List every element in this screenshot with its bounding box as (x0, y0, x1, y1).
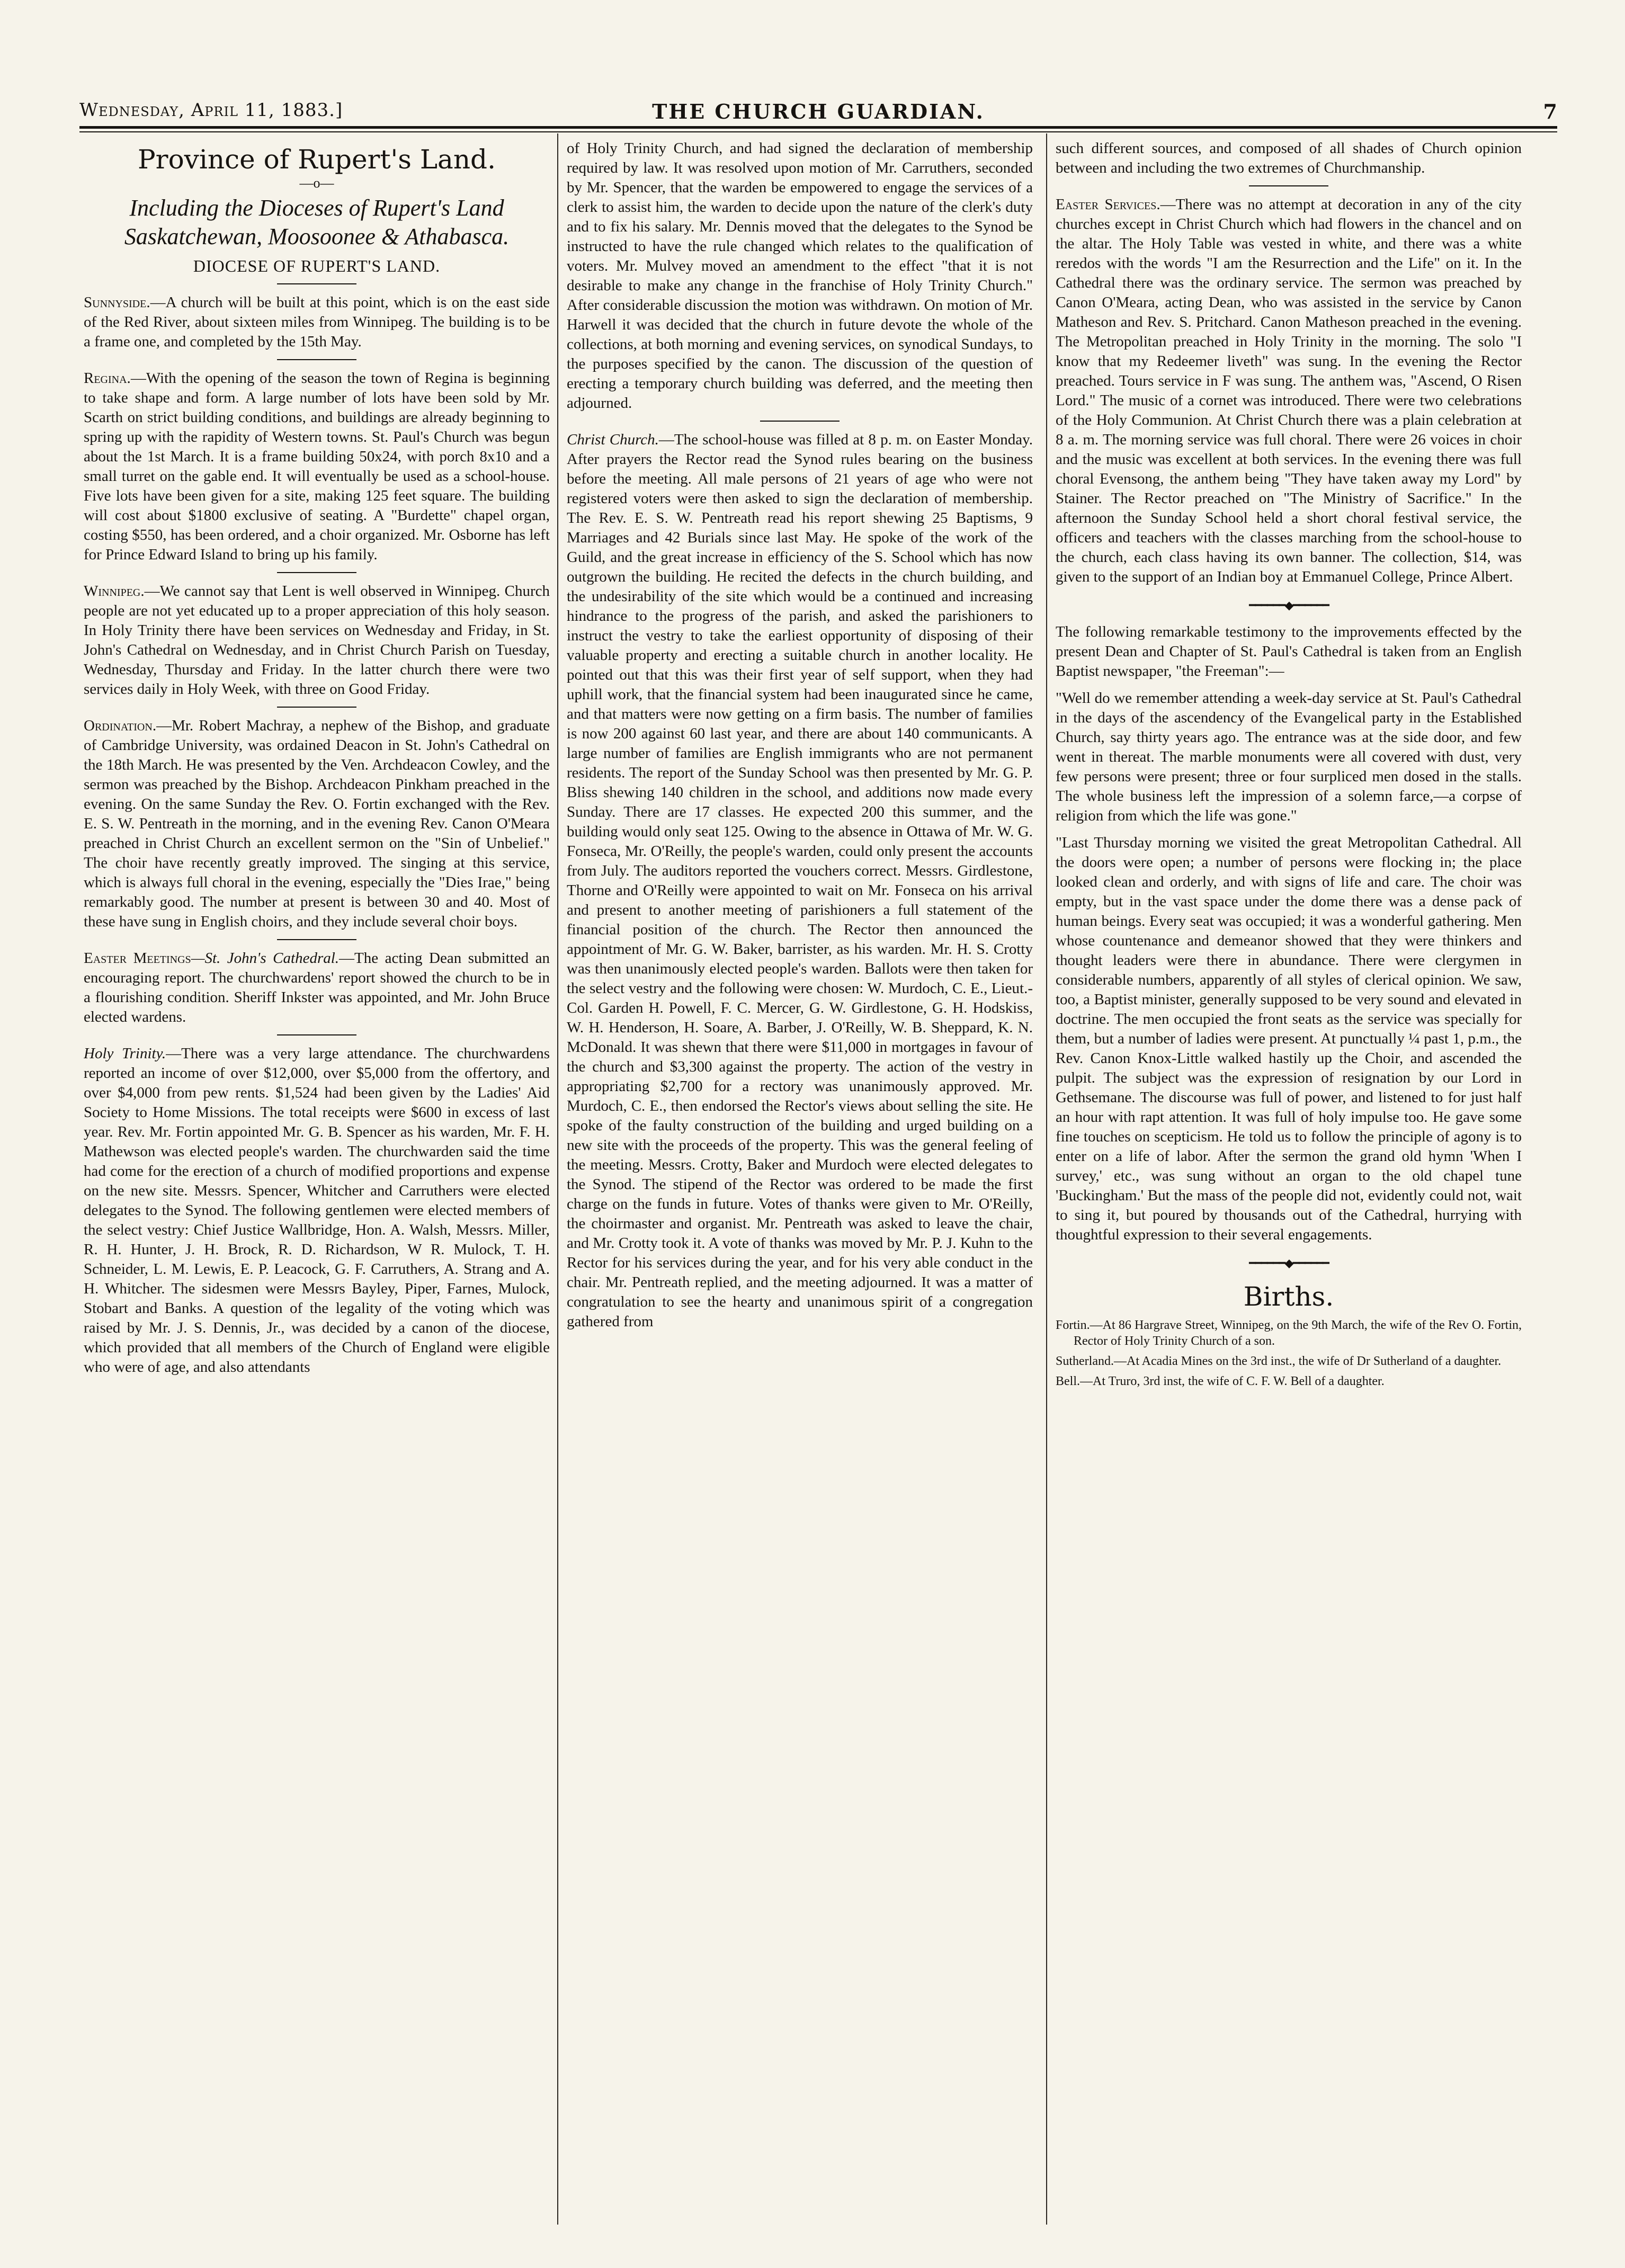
short-rule (277, 359, 356, 360)
ornamental-separator: ━━━━━━◆━━━━━━ (1249, 599, 1328, 612)
ordination-heading: Ordination. (84, 717, 157, 734)
short-rule (277, 283, 356, 284)
short-rule (277, 1034, 356, 1035)
short-rule (277, 939, 356, 940)
section-subtitle: Including the Dioceses of Rupert's Land Saskatchewan, Moosoonee & Athabasca. (124, 195, 510, 249)
issue-date: Wednesday, April 11, 1883.] (79, 100, 343, 121)
article-christ-church (567, 430, 1033, 1332)
easter-meetings-subheading: —St. John's Cathedral. (191, 950, 340, 967)
easter-services-heading: Easter Services. (1056, 196, 1160, 213)
birth-notice: Fortin.—At 86 Hargrave Street, Winnipeg, on the 9th March, the wife of the Rev O. Fortin, Rector of Holy Trinity Church of a son. (1056, 1318, 1522, 1348)
easter-meetings-text: —The acting Dean submitted an encouraging report. The churchwardens' report showed the church to be in a flourishing condition. Sheriff Inkster was appointed, and Mr. John Bruce elected wardens. (84, 950, 550, 1025)
testimony-intro: The following remarkable testimony to the improvements effected by the present Dean and Chapter of St. Paul's Cathedral is taken from an English Baptist newspaper, "the Freeman":— (1056, 623, 1522, 680)
page-number: 7 (1543, 100, 1557, 123)
header-rule-thin (79, 131, 1557, 132)
testimony-paragraph-1: "Well do we remember attending a week-day service at St. Paul's Cathedral in the days of the ascendency of the Evangelical party in the Established Church, say thirty years ago. The entrance was at the side door, and few went in thereat. The marble monuments were all covered with dust, very few persons were present; three or four surpliced men dosed in the stalls. The whole business left the impression of a solemn farce,—a corpse of religion from which the life was gone." (1056, 690, 1522, 824)
column-1 (84, 139, 550, 2226)
birth-notice: Bell.—At Truro, 3rd inst, the wife of C. F. W. Bell of a daughter. (1056, 1374, 1385, 1388)
christ-church-continued: such different sources, and composed of all shades of Church opinion between and including the two extremes of Churchmanship. (1056, 140, 1522, 176)
winnipeg-heading: Winnipeg. (84, 583, 145, 600)
newspaper-title: THE CHURCH GUARDIAN. (652, 100, 985, 123)
diocese-heading: DIOCESE OF RUPERT'S LAND. (193, 256, 441, 275)
header-rule-thick (79, 126, 1557, 129)
article-easter-services (1056, 195, 1522, 587)
article-winnipeg (84, 582, 550, 699)
article-regina (84, 369, 550, 565)
short-rule (1249, 185, 1328, 186)
ornament-divider: —o— (299, 175, 334, 191)
ornamental-separator: ━━━━━━◆━━━━━━ (1249, 1256, 1328, 1270)
easter-meetings-heading: Easter Meetings (84, 950, 191, 967)
sunnyside-text: —A church will be built at this point, which is on the east side of the Red River, about sixteen miles from Winnipeg. The building is to be a frame one, and completed by the 15th May. (84, 294, 550, 350)
ordination-text: —Mr. Robert Machray, a nephew of the Bishop, and graduate of Cambridge University, was ordained Deacon in St. John's Cathedral on the 18th March. He was presented by the Ven. Archdeacon Cowley, and the sermon was preached by the Bishop. Archdeacon Pinkham preached in the evening. On the same Sunday the Rev. O. Fortin exchanged with the Rev. E. S. W. Pentreath in the morning, and in the evening Rev. Canon O'Meara preached in Christ Church an excellent sermon on the "Sin of Unbelief." The choir have recently greatly improved. The singing at this service, which is always full choral in the evening, especially the "Dies Irae," being remarkably good. The number at present is between 30 and 40. Most of these have sung in English choirs, and they include several choir boys. (84, 717, 550, 930)
regina-text: —With the opening of the season the town of Regina is beginning to take shape and form. A large number of lots have been sold by Mr. Scarth on strict building conditions, and buildings are already beginning to spring up with the rapidity of Western towns. St. Paul's Church was begun about the 1st March. It is a frame building 50x24, with porch 8x10 and a small turret on the gable end. It will eventually be used as a school-house. Five lots have been given for a site, making 125 feet square. The building will cost about $1800 exclusive of seating. A "Burdette" chapel organ, costing $550, has been ordered, and a choir organized. Mr. Osborne has left for Prince Edward Island to bring up his family. (84, 370, 550, 563)
column-3 (1056, 139, 1522, 2226)
sunnyside-heading: Sunnyside. (84, 294, 150, 311)
regina-heading: Regina. (84, 370, 131, 387)
column-divider-2 (1046, 133, 1047, 2225)
short-rule (760, 421, 840, 422)
holy-trinity-heading: Holy Trinity. (84, 1045, 166, 1062)
winnipeg-text: —We cannot say that Lent is well observed in Winnipeg. Church people are not yet educated up to a proper appreciation of this holy season. In Holy Trinity there have been services on Wednesday and Friday, in St. John's Cathedral on Wednesday, and in Christ Church Parish on Tuesday, Wednesday, Thursday and Friday. In the latter church there were two services daily in Holy Week, with three on Good Friday. (84, 583, 550, 698)
article-holy-trinity (84, 1044, 550, 1377)
holy-trinity-continued: of Holy Trinity Church, and had signed the declaration of membership required by law. It was resolved upon motion of Mr. Carruthers, seconded by Mr. Spencer, that the warden be empowered to engage the services of a clerk to assist him, the warden to decide upon the nature of the clerk's duty and to fix his salary. Mr. Dennis moved that the delegates to the Synod be instructed to have the rule changed which relates to the qualification of voters. Mr. Mulvey moved an amendment to the effect "that it is not desirable to make any change in the franchise of Holy Trinity Church." After considerable discussion the motion was withdrawn. On motion of Mr. Harwell it was decided that the church in future devote the whole of the collections, at both morning and evening services, on synodical Sundays, to the purposes specified by the canon. The discussion of the question of erecting a temporary church building was deferred, and the meeting then adjourned. (567, 140, 1033, 412)
section-title: Province of Rupert's Land. (138, 144, 496, 175)
births-heading: Births. (1243, 1281, 1334, 1312)
article-ordination (84, 716, 550, 932)
holy-trinity-text: —There was a very large attendance. The churchwardens reported an income of over $12,000, over $5,000 from the offertory, and over $4,000 from pew rents. $1,524 had been given by the Ladies' Aid Society to Home Missions. The total receipts were $600 in excess of last year. Rev. Mr. Fortin appointed Mr. G. B. Spencer as his warden, Mr. F. H. Mathewson was elected people's warden. The churchwarden said the time had come for the erection of a church of modified proportions and expense on the new site. Messrs. Spencer, Whitcher and Carruthers were elected delegates to the Synod. The following gentlemen were elected members of the select vestry: Chief Justice Wallbridge, Hon. A. Walsh, Messrs. Miller, R. H. Hunter, J. H. Brock, R. D. Richardson, W R. Mulock, T. H. Schneider, L. M. Lewis, E. P. Leacock, G. F. Carruthers, A. Strang and A. H. Whitcher. The sidesmen were Messrs Bayley, Piper, Farnes, Mulock, Stobart and Banks. A question of the legality of the voting which was raised by Mr. J. S. Dennis, Jr., was decided by a canon of the diocese, which provided that all members of the Church of England were eligible who were of age, and also attendants (84, 1045, 550, 1376)
easter-services-text: —There was no attempt at decoration in any of the city churches except in Christ Church which had flowers in the chancel and on the altar. The Holy Table was vested in white, and there was a white reredos with the words "I am the Resurrection and the Life" on it. In the Cathedral there was the ordinary service. The sermon was preached by Canon O'Meara, acting Dean, who was assisted in the service by Canon Matheson and Rev. S. Pritchard. Canon Matheson preached in the evening. The Metropolitan preached in Holy Trinity in the morning. The solo "I know that my Redeemer liveth" was sung. In the evening the Rector preached. Tours service in F was sung. The anthem was, "Ascend, O Risen Lord." The music of a cornet was introduced. There were two celebrations of the Holy Communion. At Christ Church there was a plain celebration at 8 a. m. The morning service was full choral. There were 26 voices in choir and the music was excellent at both services. In the evening there was full choral Evensong, the anthem being "They have taken away my Lord" by Stainer. The Rector preached on "The Ministry of Sacrifice." In the afternoon the Sunday School held a short choral festival service, the officers and teachers with the classes marching from the school-house to the church, each class having its own banner. The collection, $14, was given to the support of an Indian boy at Emmanuel College, Prince Albert. (1056, 196, 1522, 585)
christ-church-heading: Christ Church. (567, 431, 659, 448)
short-rule (277, 707, 356, 708)
short-rule (277, 572, 356, 573)
column-2 (567, 139, 1033, 2226)
testimony-paragraph-2: "Last Thursday morning we visited the great Metropolitan Cathedral. All the doors were open; a number of persons were flocking in; the place looked clean and orderly, and with signs of life and care. The choir was empty, but in the vast space under the dome there was a dense pack of human beings. Every seat was occupied; it was a wonderful gathering. Men whose countenance and demeanor showed that they were thinkers and thought leaders were there in abundance. There were clergymen in considerable numbers, apparently of all styles of clerical opinion. We saw, too, a Baptist minister, generally supposed to be very sound and elevated in doctrine. The men occupied the front seats as the service was specially for them, but a number of ladies were present. At punctually ¼ past 1, p.m., the Rev. Canon Knox-Little walked hastily up the Choir, and ascended the pulpit. The subject was the expression of resignation by our Lord in Gethsemane. The discourse was full of power, and listened to for just half an hour with rapt attention. It was full of holy impulse too. He gave some fine touches on scepticism. He told us to follow the principle of agony is to enter on a life of labor. After the sermon the grand old hymn 'When I survey,' etc., was sung without an organ to the old chapel tune 'Buckingham.' But the mass of the people did not, evidently could not, wait to sing it, but poured by thousands out of the Cathedral, hurrying with thoughtful expression to their several engagements. (1056, 834, 1522, 1243)
christ-church-text: —The school-house was filled at 8 p. m. on Easter Monday. After prayers the Rector read the Synod rules bearing on the business before the meeting. All male persons of 21 years of age who were not registered voters were then asked to sign the declaration of membership. The Rev. E. S. W. Pentreath read his report shewing 25 Baptisms, 9 Marriages and 42 Burials since last May. He spoke of the work of the Guild, and the great increase in efficiency of the S. School which has now outgrown the building. He recited the defects in the church building, and the undesirability of the site which would be a continued and increasing hindrance to the progress of the parish, and asked the parishioners to instruct the vestry to take the earliest opportunity of disposing of their valuable property and erecting a suitable church in another locality. He pointed out that this was their first year of self support, when they had uphill work, that the financial system had been inaugurated since he came, and that matters were now getting on a firm basis. The number of families is now 200 against 60 last year, and there are about 140 communicants. A large number of families are English immigrants who are not permanent residents. The report of the Sunday School was then presented by Mr. G. P. Bliss shewing 140 children in the school, and additions now made every Sunday. There are 17 classes. He expected 200 this summer, and the building would only seat 125. Owing to the absence in Ottawa of Mr. W. G. Fonseca, Mr. O'Reilly, the people's warden, could only present the accounts from July. The auditors reported the vouchers correct. Messrs. Girdlestone, Thorne and O'Reilly were appointed to wait on Mr. Fonseca on his arrival and present to another meeting of parishioners a full statement of the financial position of the church. The Rector then announced the appointment of Mr. G. W. Baker, barrister, as his warden. Mr. H. S. Crotty was then unanimously elected people's warden. Ballots were then taken for the select vestry and the following were chosen: W. Murdoch, C. E., Lieut.-Col. Garden H. Powell, F. C. Mercer, G. W. Girdlestone, G. H. Hodskiss, W. H. Henderson, H. Soare, A. Barber, J. O'Reilly, W. B. Sheppard, K. N. McDonald. It was shewn that there were $11,000 in mortgages in favour of the church and $3,300 against the property. The action of the vestry in appropriating $2,700 for a rectory was unanimously approved. Mr. Murdoch, C. E., then endorsed the Rector's views about selling the site. He spoke of the faulty construction of the building and urged building on a new site with the proceeds of the property. This was the general feeling of the meeting. Messrs. Crotty, Baker and Murdoch were elected delegates to the Synod. The stipend of the Rector was ordered to be made the first charge on the funds in future. Votes of thanks were given to Mr. O'Reilly, the choirmaster and organist. Mr. Pentreath was asked to leave the chair, and Mr. Crotty took it. A vote of thanks was moved by Mr. P. J. Kuhn to the Rector for his services during the year, and for his very able conduct in the chair. Mr. Pentreath replied, and the meeting adjourned. It was a matter of congratulation to see the hearty and unanimous spirit of a congregation gathered from (567, 431, 1033, 1330)
article-easter-meetings (84, 949, 550, 1027)
column-divider-1 (557, 133, 558, 2225)
article-sunnyside (84, 293, 550, 352)
birth-notice: Sutherland.—At Acadia Mines on the 3rd inst., the wife of Dr Sutherland of a daughter. (1056, 1354, 1502, 1368)
